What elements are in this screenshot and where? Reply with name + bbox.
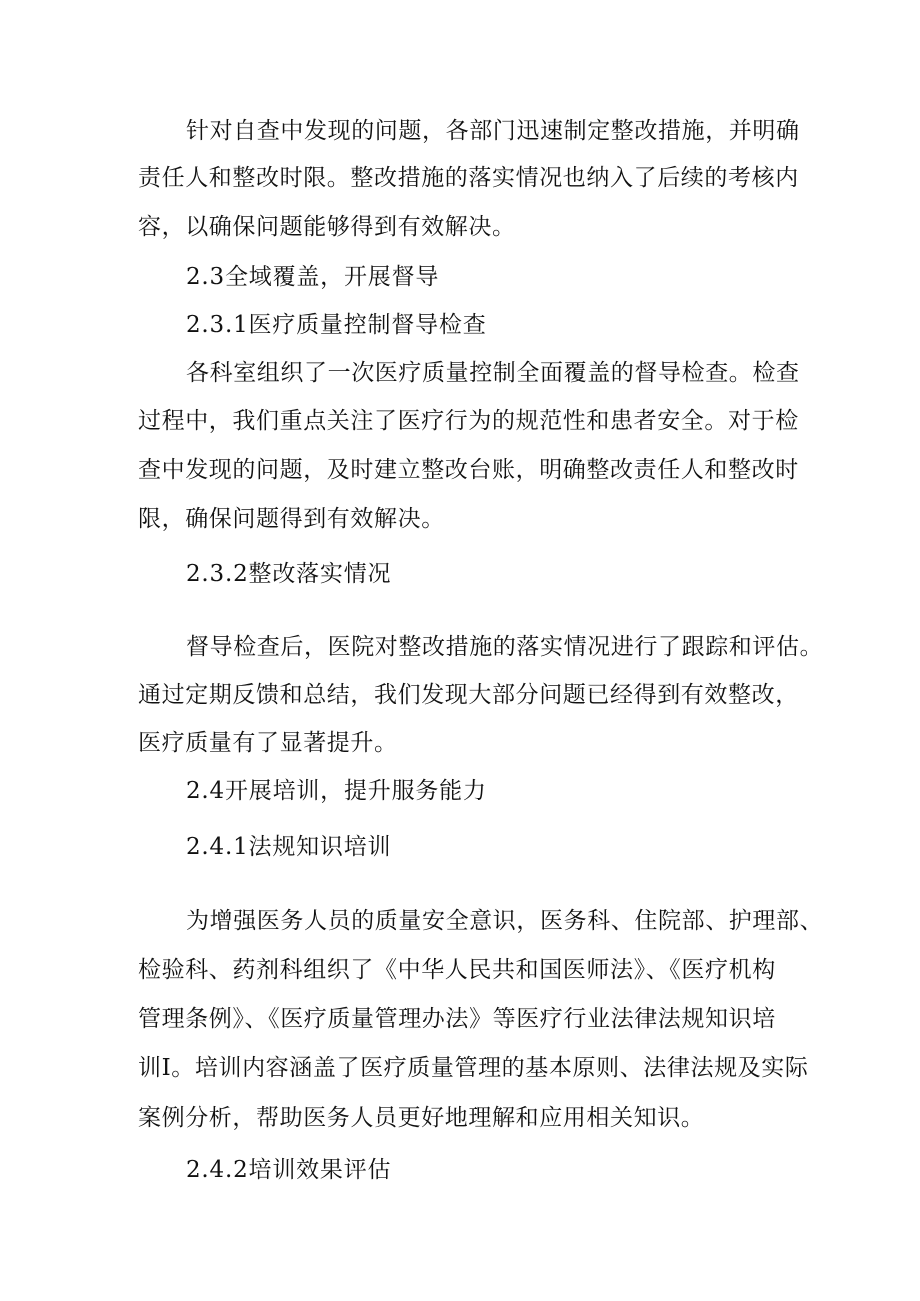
paragraph-line: 训I。培训内容涵盖了医疗质量管理的基本原则、法律法规及实际 [138, 1055, 809, 1081]
subsection-heading: 2.4.1法规知识培训 [186, 834, 392, 860]
paragraph-line: 案例分析，帮助医务人员更好地理解和应用相关知识。 [138, 1105, 705, 1131]
paragraph-line: 责任人和整改时限。整改措施的落实情况也纳入了后续的考核内 [138, 165, 799, 191]
section-heading: 2.4开展培训，提升服务能力 [186, 778, 487, 804]
paragraph-line: 管理条例》、《医疗质量管理办法》等医疗行业法律法规知识培 [138, 1006, 776, 1032]
paragraph-line: 容，以确保问题能够得到有效解决。 [138, 214, 516, 240]
paragraph-line: 各科室组织了一次医疗质量控制全面覆盖的督导检查。检查 [186, 360, 800, 386]
paragraph-line: 限，确保问题得到有效解决。 [138, 506, 445, 532]
paragraph-line: 督导检查后，医院对整改措施的落实情况进行了跟踪和评估。 [186, 634, 824, 660]
paragraph-line: 通过定期反馈和总结，我们发现大部分问题已经得到有效整改， [138, 682, 799, 708]
section-heading: 2.3全域覆盖，开展督导 [186, 264, 440, 290]
paragraph-line: 过程中，我们重点关注了医疗行为的规范性和患者安全。对于检 [138, 408, 799, 434]
paragraph-line: 针对自查中发现的问题，各部门迅速制定整改措施，并明确 [186, 118, 800, 144]
subsection-heading: 2.3.2整改落实情况 [186, 561, 392, 587]
paragraph-line: 查中发现的问题，及时建立整改台账，明确整改责任人和整改时 [138, 457, 799, 483]
paragraph-line: 为增强医务人员的质量安全意识，医务科、住院部、护理部、 [186, 908, 824, 934]
subsection-heading: 2.4.2培训效果评估 [186, 1157, 392, 1183]
subsection-heading: 2.3.1医疗质量控制督导检查 [186, 312, 487, 338]
paragraph-line: 检验科、药剂科组织了《中华人民共和国医师法》、《医疗机构 [138, 957, 776, 983]
paragraph-line: 医疗质量有了显著提升。 [138, 730, 398, 756]
